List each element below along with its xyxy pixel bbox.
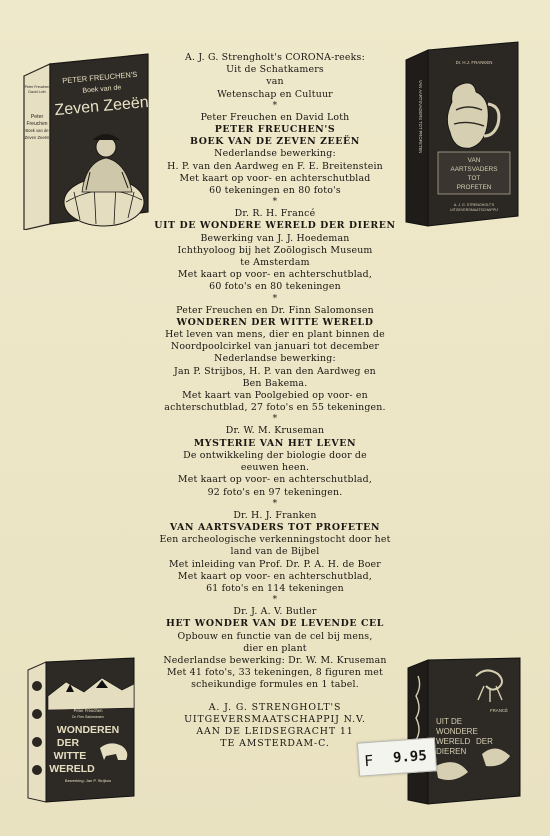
book-detail: Ben Bakema. (242, 377, 308, 389)
series-intro-line: A. J. G. Strengholt's CORONA-reeks: (185, 52, 365, 63)
book-detail: 92 foto's en 97 tekeningen. (207, 486, 343, 498)
book-detail: Met kaart op voor- en achterschutblad (179, 172, 371, 184)
series-intro-line: Uit de Schatkamers (226, 64, 324, 76)
book-detail: De ontwikkeling der biologie door de (183, 449, 367, 461)
book-detail: Nederlandse bewerking: (214, 353, 336, 365)
cover-top-text: FRANCÉ (489, 708, 508, 713)
cover-title-line: TOT (467, 175, 481, 182)
cover-aartsvaders (404, 40, 522, 230)
book-detail: Ichthyoloog bij het Zoölogisch Museum (177, 244, 373, 256)
cover-bottom-line: A. J. G. STRENGHOLT'S (453, 203, 495, 207)
cover-title-line: WERELD (436, 737, 471, 746)
book-detail: Met kaart op voor- en achterschutblad, (177, 269, 373, 281)
cover-title-line: PROFETEN (456, 184, 492, 191)
series-intro-line: van (266, 76, 284, 88)
book-detail: Het leven van mens, dier en plant binnen de (165, 329, 385, 341)
book-detail: Opbouw en functie van de cel bij mens, (177, 630, 373, 642)
book-detail: Met 41 foto's, 33 tekeningen, 8 figuren met (166, 667, 384, 679)
book-title: UIT DE WONDERE WERELD DER DIEREN (154, 220, 396, 232)
price-sticker (357, 737, 437, 776)
separator: * (272, 414, 278, 425)
cover-title-line: PETER FREUCHEN'S (61, 69, 138, 86)
book-authors: Dr. W. M. Kruseman (225, 425, 325, 437)
cover-title-line: DER (56, 737, 80, 749)
book-title: MYSTERIE VAN HET LEVEN (193, 437, 357, 449)
cover-title-line: WONDERE (436, 727, 478, 736)
cover-title-line: WERELD (49, 763, 95, 775)
price-class: F (363, 751, 374, 771)
book-detail: Met inleiding van Prof. Dr. P. A. H. de Boer (169, 558, 381, 570)
book-detail: 60 foto's en 80 tekeningen (209, 281, 341, 293)
book-detail: Noordpoolcirkel van januari tot december (170, 341, 380, 353)
book-title: BOEK VAN DE ZEVEN ZEEËN (190, 136, 360, 148)
cover-title-line: Zeven Zeeën (53, 93, 150, 120)
book-detail: achterschutblad, 27 foto's en 55 tekeningen. (164, 402, 386, 414)
publisher-line: TE AMSTERDAM-C. (220, 738, 330, 750)
book-detail: te Amsterdam (240, 257, 310, 269)
book-detail: scheikundige formules en 1 tabel. (191, 679, 359, 691)
series-intro-line: Wetenschap en Cultuur (217, 88, 333, 100)
cover-spine-line: David Loth (28, 90, 46, 94)
cover-bottom-line: UITGEVERSMAATSCHAPPIJ (449, 208, 499, 212)
book-detail: Bewerking van J. J. Hoedeman (200, 232, 350, 244)
book-detail: Jan P. Strijbos, H. P. van den Aardweg en (174, 365, 376, 377)
book-title: HET WONDER VAN DE LEVENDE CEL (166, 618, 384, 630)
book-authors: Dr. J. A. V. Butler (233, 606, 317, 618)
cover-small-line: Peter Freuchen (73, 708, 103, 713)
separator: * (272, 197, 278, 208)
separator: * (272, 595, 278, 606)
separator: * (272, 498, 278, 509)
book-detail: Een archeologische verkenningstocht door het (159, 534, 391, 546)
book-authors: Dr. R. H. Francé (234, 208, 316, 220)
cover-top-text: Dr. H.J. FRANKEN (455, 60, 493, 65)
price-value: 9.95 (392, 747, 428, 767)
cover-credit: Bewerking: Jan P. Strijbos (64, 778, 112, 783)
cover-title-line: WITTE (53, 750, 87, 762)
book-detail: dier en plant (243, 642, 307, 654)
cover-title-line: Boek van de (82, 84, 122, 95)
book-title: VAN AARTSVADERS TOT PROFETEN (169, 521, 381, 533)
cover-witte-wereld (26, 656, 138, 806)
book-detail: 61 foto's en 114 tekeningen (206, 582, 344, 594)
cover-spine-line: Peter Freuchen (24, 85, 50, 89)
cover-title-line: UIT DE (436, 717, 463, 726)
book-authors: Peter Freuchen en David Loth (200, 111, 350, 123)
cover-spine-text: VAN AARTSVADERS TOT PROFETEN (418, 80, 423, 154)
publisher-line: UITGEVERSMAATSCHAPPIJ N.V. (184, 713, 366, 725)
cover-title-line: AARTSVADERS (450, 166, 498, 173)
book-detail: Met kaart op voor- en achterschutblad, (177, 570, 373, 582)
publisher-line: A. J. G. STRENGHOLT'S (208, 701, 342, 713)
book-list (130, 52, 420, 750)
cover-title-line: VAN (467, 157, 481, 164)
cover-title-line: WONDEREN (56, 724, 120, 736)
book-detail: Nederlandse bewerking: (214, 148, 336, 160)
book-title: WONDEREN DER WITTE WERELD (176, 316, 374, 328)
cover-spine-line: Boek van de (25, 128, 49, 133)
cover-zeven-zeeen (20, 52, 152, 230)
cover-small-line: Dr. Finn Salomonsen (72, 715, 104, 719)
book-detail: eeuwen heen. (240, 462, 310, 474)
book-detail: 60 tekeningen en 80 foto's (209, 185, 341, 197)
book-title: PETER FREUCHEN'S (214, 124, 336, 136)
book-detail: land van de Bijbel (230, 546, 320, 558)
cover-title-line: DIEREN (436, 747, 467, 756)
book-detail: Nederlandse bewerking: Dr. W. M. Kruseman (163, 654, 387, 666)
book-authors: Peter Freuchen en Dr. Finn Salomonsen (176, 304, 374, 316)
book-detail: Met kaart op voor- en achterschutblad, (177, 474, 373, 486)
cover-wondere-wereld-dieren (406, 656, 524, 806)
cover-spine-line: Zeven Zeeën (24, 135, 50, 140)
book-authors: Dr. H. J. Franken (233, 509, 317, 521)
cover-spine-line: Peter (30, 114, 44, 120)
cover-spine-line: Freuchen (26, 121, 48, 127)
book-detail: Met kaart van Poolgebied op voor- en (182, 390, 368, 402)
separator: * (272, 293, 278, 304)
separator: * (272, 100, 278, 111)
book-detail: H. P. van den Aardweg en F. E. Breitenstein (167, 160, 383, 172)
cover-title-line: DER (476, 737, 493, 746)
publisher-line: AAN DE LEIDSEGRACHT 11 (196, 725, 354, 737)
